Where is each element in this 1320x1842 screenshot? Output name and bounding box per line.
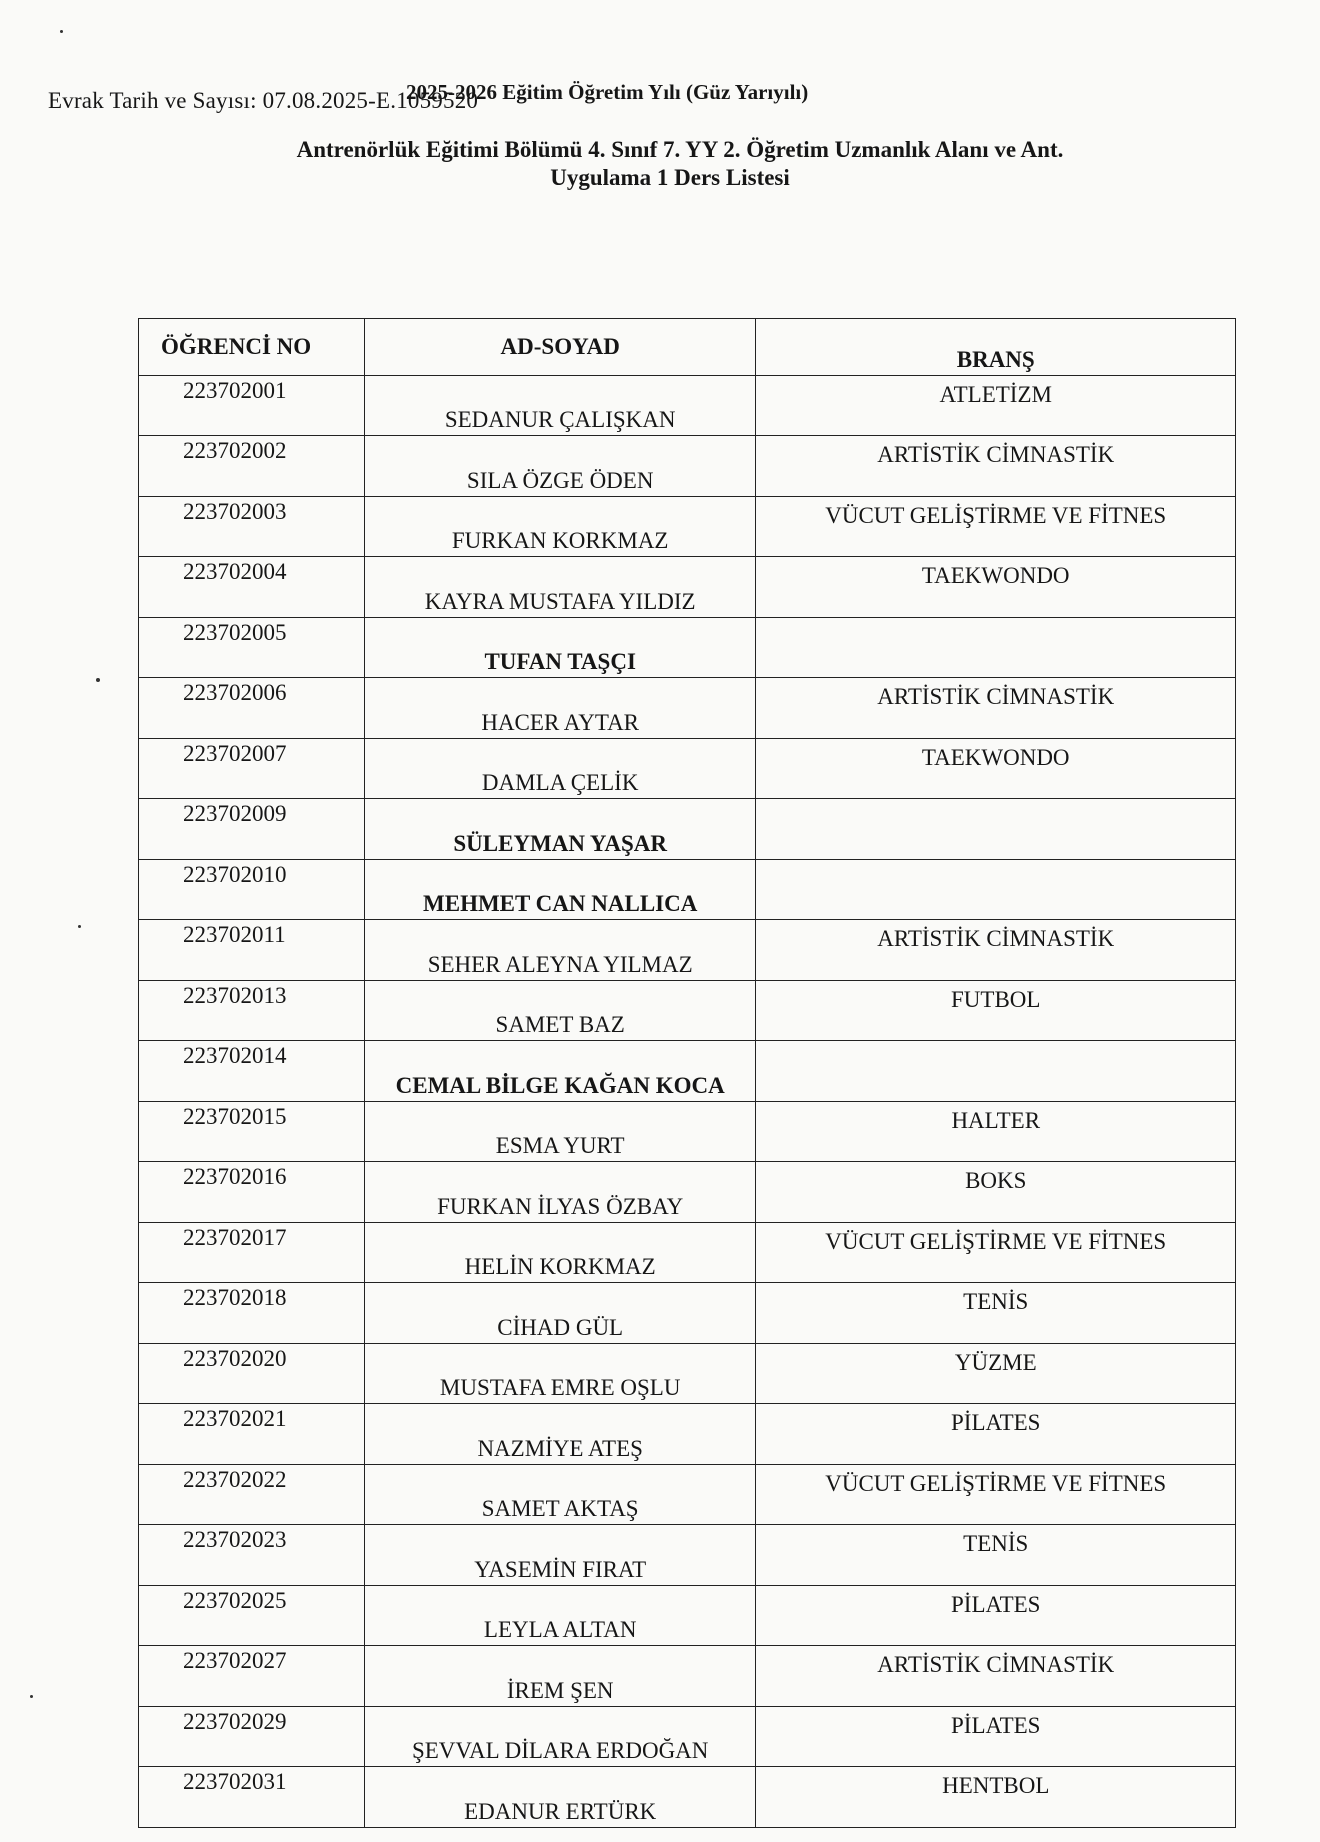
student-name: DAMLA ÇELİK [364, 738, 756, 799]
table-body [139, 375, 1236, 1827]
table-row [139, 557, 1236, 618]
student-name: SEHER ALEYNA YILMAZ [364, 920, 756, 981]
student-name: EDANUR ERTÜRK [364, 1767, 756, 1828]
student-name: SÜLEYMAN YAŞAR [364, 799, 756, 860]
table-row [139, 678, 1236, 739]
table-row [139, 1162, 1236, 1223]
student-branch: PİLATES [756, 1404, 1236, 1465]
table-row [139, 859, 1236, 920]
student-branch: YÜZME [756, 1343, 1236, 1404]
table-row [139, 980, 1236, 1041]
student-branch: VÜCUT GELİŞTİRME VE FİTNES [756, 1464, 1236, 1525]
scan-speck [96, 678, 100, 682]
student-number: 223702021 [139, 1404, 365, 1465]
student-branch: PİLATES [756, 1585, 1236, 1646]
student-name: KAYRA MUSTAFA YILDIZ [364, 557, 756, 618]
student-number: 223702009 [139, 799, 365, 860]
student-name: ESMA YURT [364, 1101, 756, 1162]
student-branch: ATLETİZM [756, 375, 1236, 436]
table-row [139, 436, 1236, 497]
student-name: MEHMET CAN NALLICA [364, 859, 756, 920]
student-branch [756, 799, 1236, 860]
student-name: HACER AYTAR [364, 678, 756, 739]
table-row [139, 1464, 1236, 1525]
student-branch: ARTİSTİK CİMNASTİK [756, 920, 1236, 981]
student-branch: ARTİSTİK CİMNASTİK [756, 436, 1236, 497]
table-row [139, 1101, 1236, 1162]
column-header-student-no: ÖĞRENCİ NO [139, 319, 365, 376]
document-reference: Evrak Tarih ve Sayısı: 07.08.2025-E.1059520 [48, 88, 479, 113]
student-name: FURKAN KORKMAZ [364, 496, 756, 557]
student-number: 223702015 [139, 1101, 365, 1162]
title-course-list: Uygulama 1 Ders Listesi [550, 165, 790, 190]
student-name: CİHAD GÜL [364, 1283, 756, 1344]
student-branch: HALTER [756, 1101, 1236, 1162]
student-number: 223702011 [139, 920, 365, 981]
table-row [139, 738, 1236, 799]
student-branch: TENİS [756, 1283, 1236, 1344]
scan-speck [60, 30, 63, 33]
table-row [139, 920, 1236, 981]
student-number: 223702006 [139, 678, 365, 739]
student-number: 223702007 [139, 738, 365, 799]
student-branch [756, 617, 1236, 678]
table-row [139, 799, 1236, 860]
table-row [139, 1041, 1236, 1102]
student-number: 223702025 [139, 1585, 365, 1646]
table-row [139, 1404, 1236, 1465]
table-row [139, 1767, 1236, 1828]
student-name: YASEMİN FIRAT [364, 1525, 756, 1586]
student-number: 223702018 [139, 1283, 365, 1344]
student-branch: TAEKWONDO [756, 738, 1236, 799]
student-name: LEYLA ALTAN [364, 1585, 756, 1646]
student-branch: VÜCUT GELİŞTİRME VE FİTNES [756, 496, 1236, 557]
student-number: 223702002 [139, 436, 365, 497]
student-name: FURKAN İLYAS ÖZBAY [364, 1162, 756, 1223]
column-header-name: AD-SOYAD [364, 319, 756, 376]
student-branch: FUTBOL [756, 980, 1236, 1041]
student-number: 223702014 [139, 1041, 365, 1102]
student-name: TUFAN TAŞÇI [364, 617, 756, 678]
student-name: NAZMİYE ATEŞ [364, 1404, 756, 1465]
student-branch: BOKS [756, 1162, 1236, 1223]
student-number: 223702005 [139, 617, 365, 678]
student-number: 223702010 [139, 859, 365, 920]
student-branch: ARTİSTİK CİMNASTİK [756, 1646, 1236, 1707]
student-number: 223702022 [139, 1464, 365, 1525]
column-header-branch: BRANŞ [756, 319, 1236, 376]
title-academic-year: 2025-2026 Eğitim Öğretim Yılı (Güz Yarıyılı) [406, 80, 809, 104]
table-row [139, 1343, 1236, 1404]
student-name: CEMAL BİLGE KAĞAN KOCA [364, 1041, 756, 1102]
student-number: 223702013 [139, 980, 365, 1041]
student-branch [756, 1041, 1236, 1102]
student-number: 223702017 [139, 1222, 365, 1283]
table-row [139, 1222, 1236, 1283]
student-branch: PİLATES [756, 1706, 1236, 1767]
student-number: 223702031 [139, 1767, 365, 1828]
student-name: İREM ŞEN [364, 1646, 756, 1707]
student-branch: ARTİSTİK CİMNASTİK [756, 678, 1236, 739]
student-number: 223702003 [139, 496, 365, 557]
student-name: HELİN KORKMAZ [364, 1222, 756, 1283]
table-row [139, 375, 1236, 436]
student-table [138, 318, 1236, 1828]
table-row [139, 1706, 1236, 1767]
student-branch: HENTBOL [756, 1767, 1236, 1828]
scan-speck [78, 925, 81, 928]
student-name: SILA ÖZGE ÖDEN [364, 436, 756, 497]
student-number: 223702023 [139, 1525, 365, 1586]
student-number: 223702016 [139, 1162, 365, 1223]
table-row [139, 617, 1236, 678]
student-number: 223702027 [139, 1646, 365, 1707]
student-branch: TENİS [756, 1525, 1236, 1586]
table-row [139, 1646, 1236, 1707]
student-number: 223702020 [139, 1343, 365, 1404]
student-branch: TAEKWONDO [756, 557, 1236, 618]
table-row [139, 1525, 1236, 1586]
table-row [139, 1585, 1236, 1646]
student-branch [756, 859, 1236, 920]
student-branch: VÜCUT GELİŞTİRME VE FİTNES [756, 1222, 1236, 1283]
table-header-row [139, 319, 1236, 376]
student-name: MUSTAFA EMRE OŞLU [364, 1343, 756, 1404]
title-department: Antrenörlük Eğitimi Bölümü 4. Sınıf 7. YY 2. Öğretim Uzmanlık Alanı ve Ant. [296, 137, 1064, 162]
student-number: 223702001 [139, 375, 365, 436]
student-name: ŞEVVAL DİLARA ERDOĞAN [364, 1706, 756, 1767]
scan-speck [30, 1695, 33, 1698]
student-number: 223702004 [139, 557, 365, 618]
table-row [139, 496, 1236, 557]
student-name: SAMET BAZ [364, 980, 756, 1041]
student-name: SEDANUR ÇALIŞKAN [364, 375, 756, 436]
table-row [139, 1283, 1236, 1344]
student-number: 223702029 [139, 1706, 365, 1767]
student-name: SAMET AKTAŞ [364, 1464, 756, 1525]
